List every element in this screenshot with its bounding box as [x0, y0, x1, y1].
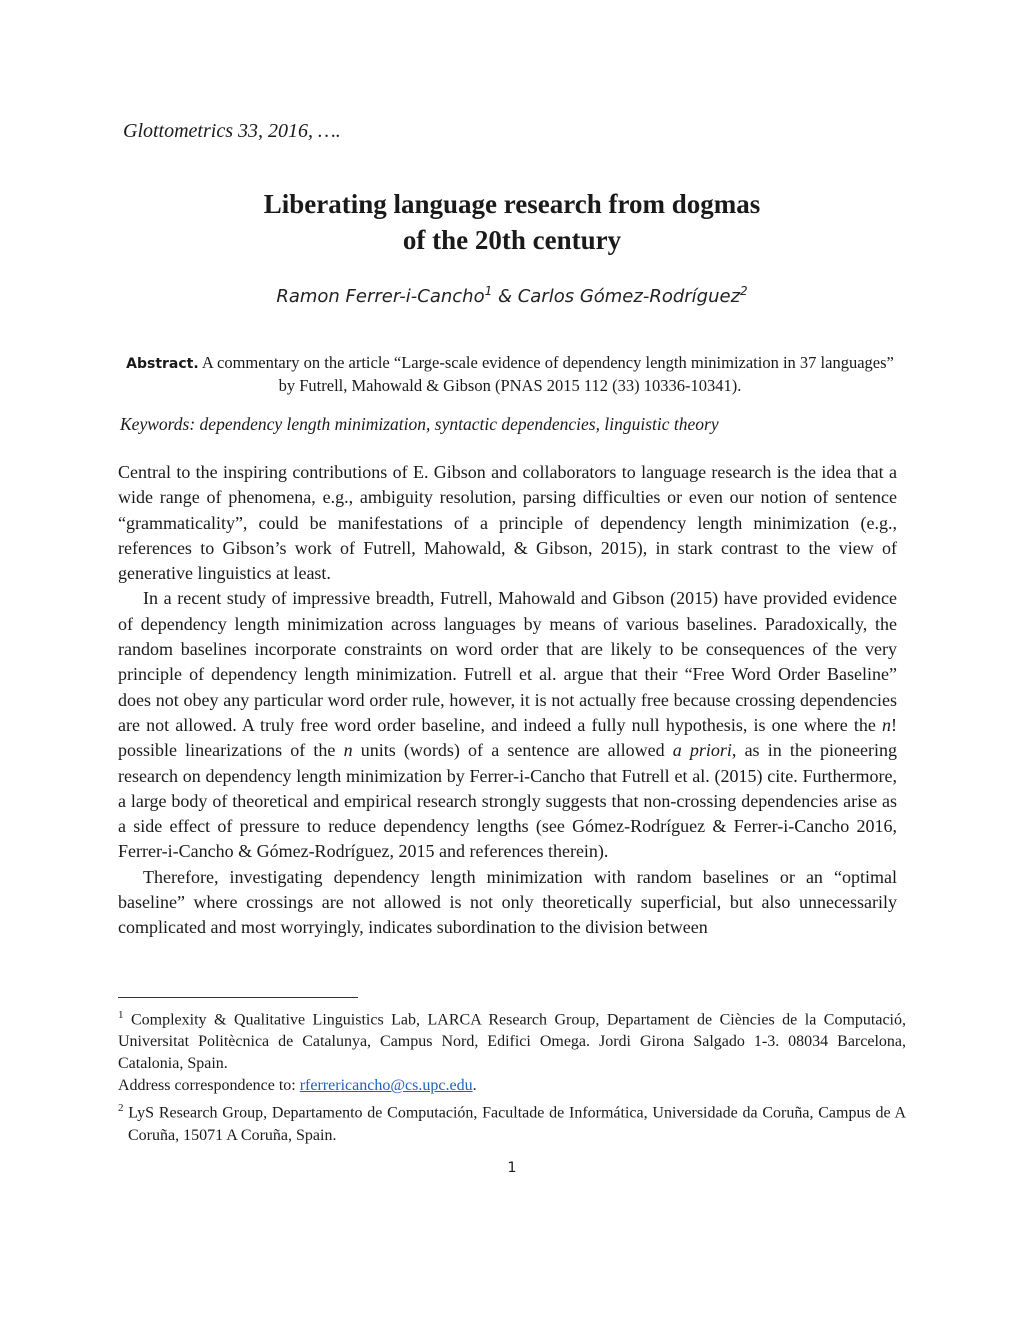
- abstract-label: Abstract.: [126, 356, 199, 372]
- author-1-footnote-mark[interactable]: 1: [484, 284, 493, 298]
- abstract: [120, 352, 900, 396]
- footnote-1: [118, 1004, 906, 1075]
- keywords: Keywords: dependency length minimization, syntactic dependencies, linguistic theory: [120, 414, 719, 434]
- journal-citation: Glottometrics 33, 2016, ….: [123, 120, 341, 142]
- footnote-1-mark: 1: [118, 1009, 124, 1021]
- paper-title-line1: Liberating language research from dogmas: [263, 189, 761, 219]
- math-n: n: [882, 714, 891, 735]
- author-2-footnote-mark[interactable]: 2: [740, 284, 748, 298]
- address-end: .: [472, 1077, 477, 1095]
- paragraph-3: Therefore, investigating dependency length minimization with random baselines or an “optimal baseline” where crossings are not allowed is not only theoretically superficial, but also unnecessarily complicated and most worryingly, indicates subordination to the division between: [118, 866, 897, 938]
- body-text: [118, 460, 897, 941]
- address-label: Address correspondence to:: [118, 1077, 300, 1095]
- page-number: 1: [507, 1160, 517, 1176]
- paragraph-2-part-d: , as in the pioneering research on dependency length minimization by Ferrer-i-Cancho that Futrell et al. (2015) cite. Furthermore, a large body of theoretical and empirical research strongly suggests that non-crossing dependencies arise as a side effect of pressure to reduce dependency lengths (see Gómez-Rodríguez & Ferrer-i-Cancho 2016, Ferrer-i-Cancho & Gómez-Rodríguez, 2015 and references therein).: [118, 740, 897, 862]
- abstract-text: A commentary on the article “Large-scale evidence of dependency length minimization in 37 languages” by Futrell, Mahowald & Gibson (PNAS 2015 112 (33) 10336-10341).: [201, 353, 894, 395]
- footnote-1-address: [118, 1075, 906, 1097]
- paragraph-2-part-c: units (words) of a sentence are allowed: [352, 740, 673, 761]
- paragraph-1: Central to the inspiring contributions of E. Gibson and collaborators to language research is the idea that a wide range of phenomena, e.g., ambiguity resolution, parsing difficulties or even our notion of sentence “grammaticality”, could be manifestations of a principle of dependency length minimization (e.g., references to Gibson’s work of Futrell, Mahowald, & Gibson, 2015), in stark contrast to the view of generative linguistics at least.: [118, 462, 897, 584]
- author-2: Carlos Gómez-Rodríguez: [517, 286, 741, 307]
- paragraph-2: [118, 586, 897, 864]
- author-1: Ramon Ferrer-i-Cancho: [276, 286, 485, 307]
- paragraph-2-part-a: In a recent study of impressive breadth, Futrell, Mahowald and Gibson (2015) have provided evidence of dependency length minimization across languages by means of various baselines. Paradoxically, the random baselines incorporate constraints on word order that are likely to be consequences of the very principle of dependency length minimization. Futrell et al. argue that their “Free Word Order Baseline” does not obey any particular word order rule, however, it is not actually free because crossing dependencies are not allowed. A truly free word order baseline, and indeed a fully null hypothesis, is one where the: [118, 588, 897, 735]
- author-list: [0, 284, 1024, 307]
- paper-title-line2: of the 20th century: [402, 225, 622, 255]
- email-link[interactable]: rferrericancho@cs.upc.edu: [299, 1077, 473, 1095]
- a-priori-emphasis: a priori: [672, 740, 732, 761]
- paper-title: [0, 186, 1024, 258]
- footnote-2-text: LyS Research Group, Departamento de Computación, Facultade de Informática, Universidade da Coruña, Campus de A Coruña, 15071 A Coruña, Spain.: [123, 1104, 906, 1144]
- paragraph-2-part-b: ! possible linearizations of the: [118, 714, 897, 761]
- author-separator: &: [492, 286, 518, 307]
- math-n: n: [343, 740, 353, 761]
- footnote-2: [118, 1097, 906, 1146]
- footnote-1-text: Complexity & Qualitative Linguistics Lab, LARCA Research Group, Departament de Ciències de la Computació, Universitat Politècnica de Catalunya, Campus Nord, Edifici Omega. Jordi Girona Salgado 1-3. 08034 Barcelona, Catalonia, Spain.: [118, 1011, 906, 1073]
- footnotes: [118, 1004, 906, 1147]
- footnote-2-mark: 2: [118, 1102, 124, 1115]
- footnote-separator: [118, 997, 358, 998]
